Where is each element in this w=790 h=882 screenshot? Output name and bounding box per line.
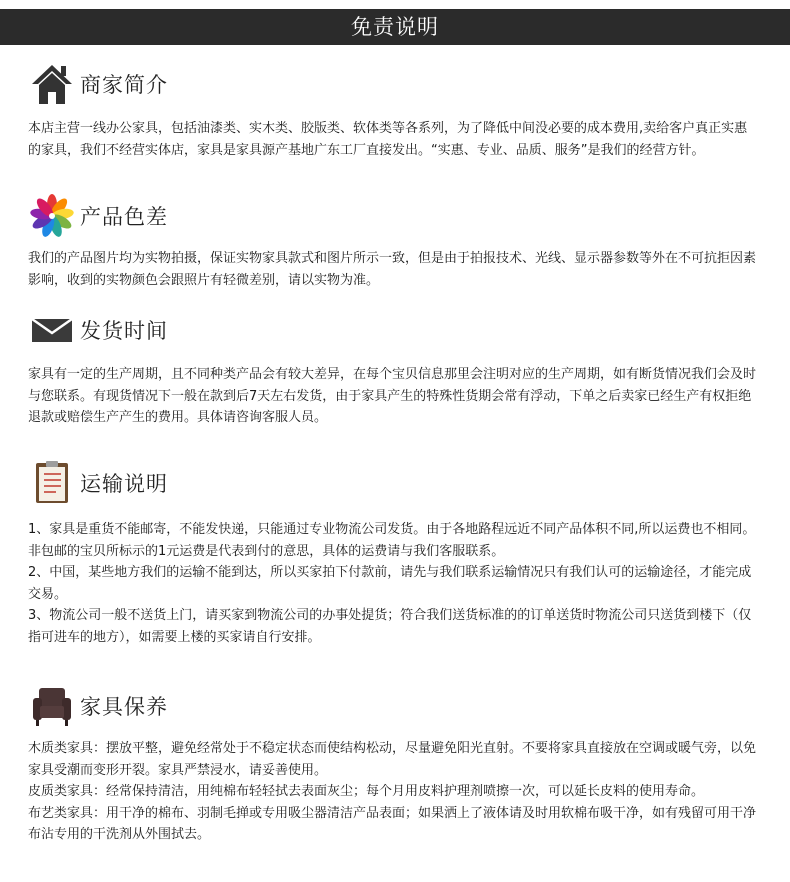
section-title: 产品色差: [80, 205, 168, 229]
paragraph: 3、物流公司一般不送货上门，请买家到物流公司的办事处提货；符合我们送货标准的的订单送货时物流公司只送货到楼下（仅指可进车的地方），如需要上楼的买家请自行安排。: [28, 608, 752, 645]
section-title: 运输说明: [80, 472, 168, 496]
section-header-intro: [30, 62, 168, 106]
section-body-color: [28, 248, 756, 291]
paragraph: 我们的产品图片均为实物拍摄，保证实物家具款式和图片所示一致，但是由于拍报技术、光线、显示器参数等外在不可抗拒因素影响，收到的实物颜色会跟照片有轻微差别，请以实物为准。: [28, 251, 757, 288]
paragraph: 本店主营一线办公家具，包括油漆类、实木类、胶版类、软体类等各系列，为了降低中间没必要的成本费用,卖给客户真正实惠的家具，我们不经营实体店，家具是家具源产基地广东工厂直接发出。“实惠、专业、品质、服务”是我们的经营方针。: [28, 121, 748, 158]
section-title: 家具保养: [80, 695, 168, 719]
section-title: 商家简介: [80, 73, 168, 97]
paragraph: 2、中国，某些地方我们的运输不能到达，所以买家拍下付款前，请先与我们联系运输情况只有我们认可的运输途径，才能完成交易。: [28, 565, 752, 602]
paragraph: 家具有一定的生产周期，且不同种类产品会有较大差异，在每个宝贝信息那里会注明对应的生产周期，如有断货情况我们会及时与您联系。有现货情况下一般在款到后7天左右发货，由于家具产生的特殊性货期会常有浮动，下单之后卖家已经生产有权拒绝退款或赔偿生产产生的费用。具体请咨询客服人员。: [28, 367, 757, 425]
section-header-care: [30, 684, 168, 728]
page-title: 免责说明: [351, 15, 439, 39]
paragraph: 1、家具是重货不能邮寄，不能发快递，只能通过专业物流公司发货。由于各地路程远近不同产品体积不同,所以运费也不相同。非包邮的宝贝所标示的1元运费是代表到付的意思，具体的运费请与我们客服联系。: [28, 522, 756, 559]
clipboard-icon: [30, 461, 74, 505]
house-icon: [30, 62, 74, 106]
armchair-icon: [30, 684, 74, 728]
envelope-icon: [30, 308, 74, 352]
page-title-banner: [0, 9, 790, 45]
section-body-shipping: [28, 519, 756, 648]
paragraph: 皮质类家具：经常保持清洁，用纯棉布轻轻拭去表面灰尘；每个月用皮料护理剂喷擦一次，可以延长皮料的使用寿命。: [28, 784, 705, 799]
section-header-delivery: [30, 308, 168, 352]
section-title: 发货时间: [80, 319, 168, 343]
paragraph: 木质类家具：摆放平整，避免经常处于不稳定状态而使结构松动，尽量避免阳光直射。不要将家具直接放在空调或暖气旁，以免家具受潮而变形开裂。家具严禁浸水，请妥善使用。: [28, 741, 757, 778]
paragraph: 布艺类家具：用干净的棉布、羽制毛掸或专用吸尘器清洁产品表面；如果洒上了液体请及时用软棉布吸干净，如有残留可用干净布沾专用的干洗剂从外围拭去。: [28, 805, 757, 842]
section-body-intro: [28, 118, 756, 161]
section-header-color: [30, 194, 168, 238]
section-body-care: [28, 738, 756, 846]
section-body-delivery: [28, 364, 756, 429]
color-wheel-icon: [30, 194, 74, 238]
section-header-shipping: [30, 461, 168, 505]
